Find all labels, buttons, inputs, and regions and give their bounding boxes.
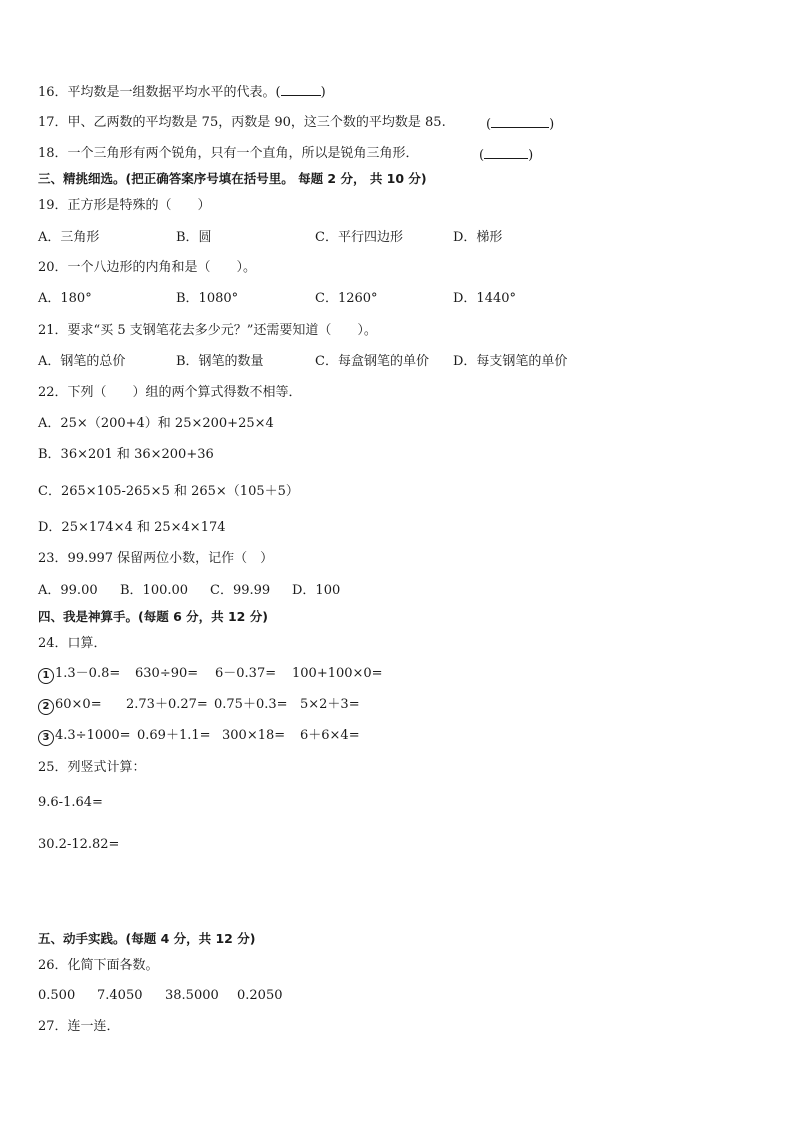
row-1-item-3: 6－0.37= <box>215 666 277 681</box>
number-item-3: 38.5000 <box>165 988 219 1003</box>
option-d[interactable]: D．梯形 <box>453 230 503 245</box>
row-3-item-3: 300×18= <box>222 728 286 743</box>
row-2-item-3: 0.75＋0.3= <box>214 697 288 712</box>
row-2-item-4: 5×2＋3= <box>300 697 360 712</box>
question-24-stem: 24．口算． <box>38 636 107 651</box>
question-20-stem: 20．一个八边形的内角和是（ ）。 <box>38 260 257 275</box>
question-21-stem: 21．要求“买 5 支钢笔花去多少元？”还需要知道（ ）。 <box>38 323 377 338</box>
question-19-stem: 19．正方形是特殊的（ ） <box>38 198 211 213</box>
question-17-answer: ( ) <box>486 114 554 134</box>
option-d[interactable]: D．100 <box>292 583 341 598</box>
option-b[interactable]: B．36×201 和 36×200+36 <box>38 447 214 462</box>
option-a[interactable]: A．180° <box>38 291 92 306</box>
question-25-stem: 25．列竖式计算： <box>38 760 146 775</box>
question-23-stem: 23．99.997 保留两位小数，记作（ ） <box>38 551 274 566</box>
question-17-text: 17．甲、乙两数的平均数是 75，丙数是 90，这三个数的平均数是 85. <box>38 115 446 130</box>
row-1-item-2: 630÷90= <box>135 666 199 681</box>
row-3-item-4: 6＋6×4= <box>300 728 360 743</box>
option-a[interactable]: A．三角形 <box>38 230 100 245</box>
question-18-text: 18．一个三角形有两个锐角，只有一个直角，所以是锐角三角形． <box>38 146 419 161</box>
number-item-2: 7.4050 <box>97 988 143 1003</box>
question-22-stem: 22．下列（ ）组的两个算式得数不相等． <box>38 385 302 400</box>
option-d[interactable]: D．25×174×4 和 25×4×174 <box>38 520 226 535</box>
option-a[interactable]: A．钢笔的总价 <box>38 354 126 369</box>
question-17 <box>38 114 446 132</box>
calc-item-1: 9.6-1.64= <box>38 795 103 810</box>
question-16-text: 16．平均数是一组数据平均水平的代表。( <box>38 85 281 100</box>
option-b[interactable]: B．100.00 <box>120 583 189 598</box>
option-c[interactable]: C．265×105-265×5 和 265×（105＋5） <box>38 484 299 499</box>
calc-item-2: 30.2-12.82= <box>38 837 120 852</box>
option-a[interactable]: A．99.00 <box>38 583 98 598</box>
option-c[interactable]: C．平行四边形 <box>315 230 403 245</box>
row-3-item-2: 0.69＋1.1= <box>137 728 211 743</box>
row-2-item-2: 2.73＋0.27= <box>126 697 208 712</box>
option-d[interactable]: D．每支钢笔的单价 <box>453 354 568 369</box>
answer-blank[interactable] <box>484 145 528 159</box>
question-27-stem: 27．连一连． <box>38 1019 120 1034</box>
option-c[interactable]: C．每盒钢笔的单价 <box>315 354 429 369</box>
section-5-heading: 五、动手实践。(每题 4 分，共 12 分) <box>38 931 256 946</box>
row-2-item-1: 2 60×0= <box>38 696 102 715</box>
option-c[interactable]: C．99.99 <box>210 583 271 598</box>
number-item-4: 0.2050 <box>237 988 283 1003</box>
circled-number-2-icon: 2 <box>38 699 54 715</box>
question-18-answer: ( ) <box>479 145 533 165</box>
option-b[interactable]: B．圆 <box>176 230 212 245</box>
row-1-item-4: 100+100×0= <box>292 666 383 681</box>
circled-number-1-icon: 1 <box>38 668 54 684</box>
answer-blank[interactable] <box>281 82 321 96</box>
question-16: 16．平均数是一组数据平均水平的代表。( ) <box>38 82 326 102</box>
row-3-item-1: 3 4.3÷1000= <box>38 727 131 746</box>
row-1-item-1: 1 1.3－0.8= <box>38 665 120 684</box>
number-item-1: 0.500 <box>38 988 76 1003</box>
option-b[interactable]: B．钢笔的数量 <box>176 354 264 369</box>
section-3-heading: 三、精挑细选。(把正确答案序号填在括号里。 每题 2 分， 共 10 分) <box>38 171 427 186</box>
question-18 <box>38 145 419 163</box>
answer-blank[interactable] <box>491 114 549 128</box>
section-4-heading: 四、我是神算手。(每题 6 分，共 12 分) <box>38 609 268 624</box>
question-26-stem: 26．化简下面各数。 <box>38 958 159 973</box>
option-a[interactable]: A．25×（200+4）和 25×200+25×4 <box>38 416 274 431</box>
option-c[interactable]: C．1260° <box>315 291 378 306</box>
option-b[interactable]: B．1080° <box>176 291 239 306</box>
option-d[interactable]: D．1440° <box>453 291 517 306</box>
circled-number-3-icon: 3 <box>38 730 54 746</box>
